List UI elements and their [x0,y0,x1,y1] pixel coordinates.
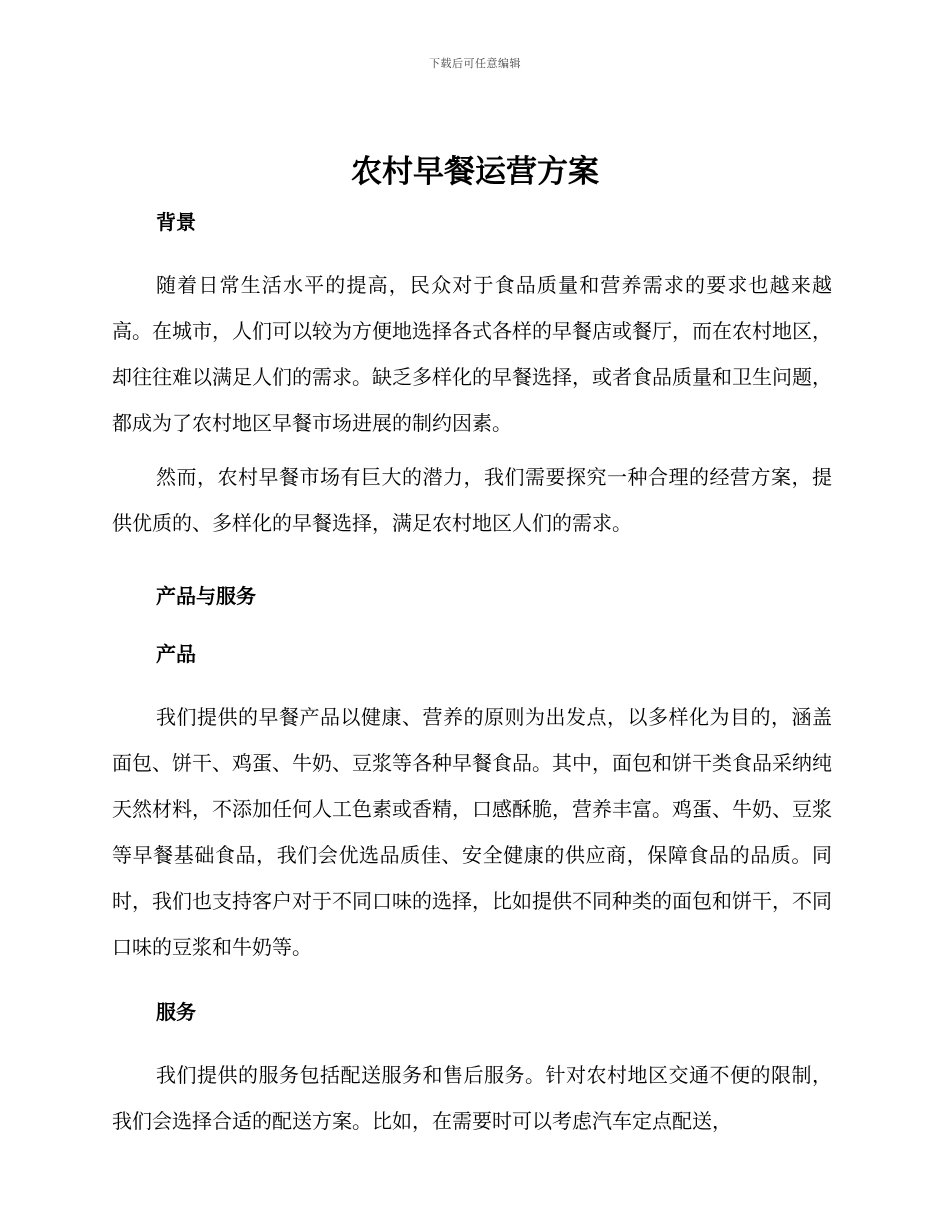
section-heading-products-services: 产品与服务 [156,584,256,608]
background-paragraph-1: 随着日常生活水平的提高，民众对于食品质量和营养需求的要求也越来越高。在城市，人们可以较为方便地选择各式各样的早餐店或餐厅，而在农村地区，却往往难以满足人们的需求。缺乏多样化的早餐选择，或者食品质量和卫生问题，都成为了农村地区早餐市场进展的制约因素。 [112,273,832,435]
subsection-heading-services: 服务 [156,1000,196,1024]
services-paragraph: 我们提供的服务包括配送服务和售后服务。针对农村地区交通不便的限制，我们会选择合适的配送方案。比如，在需要时可以考虑汽车定点配送， [112,1063,832,1133]
document-body [112,206,832,1144]
document-title: 农村早餐运营方案 [351,154,599,190]
section-heading-background: 背景 [156,210,196,234]
background-paragraph-2: 然而，农村早餐市场有巨大的潜力，我们需要探究一种合理的经营方案，提供优质的、多样化的早餐选择，满足农村地区人们的需求。 [112,465,832,535]
subsection-heading-products: 产品 [156,642,196,666]
header-note: 下载后可任意编辑 [429,57,521,70]
products-paragraph: 我们提供的早餐产品以健康、营养的原则为出发点，以多样化为目的，涵盖面包、饼干、鸡蛋、牛奶、豆浆等各种早餐食品。其中，面包和饼干类食品采纳纯天然材料，不添加任何人工色素或香精，口感酥脆，营养丰富。鸡蛋、牛奶、豆浆等早餐基础食品，我们会优选品质佳、安全健康的供应商，保障食品的品质。同时，我们也支持客户对于不同口味的选择，比如提供不同种类的面包和饼干，不同口味的豆浆和牛奶等。 [112,705,832,959]
